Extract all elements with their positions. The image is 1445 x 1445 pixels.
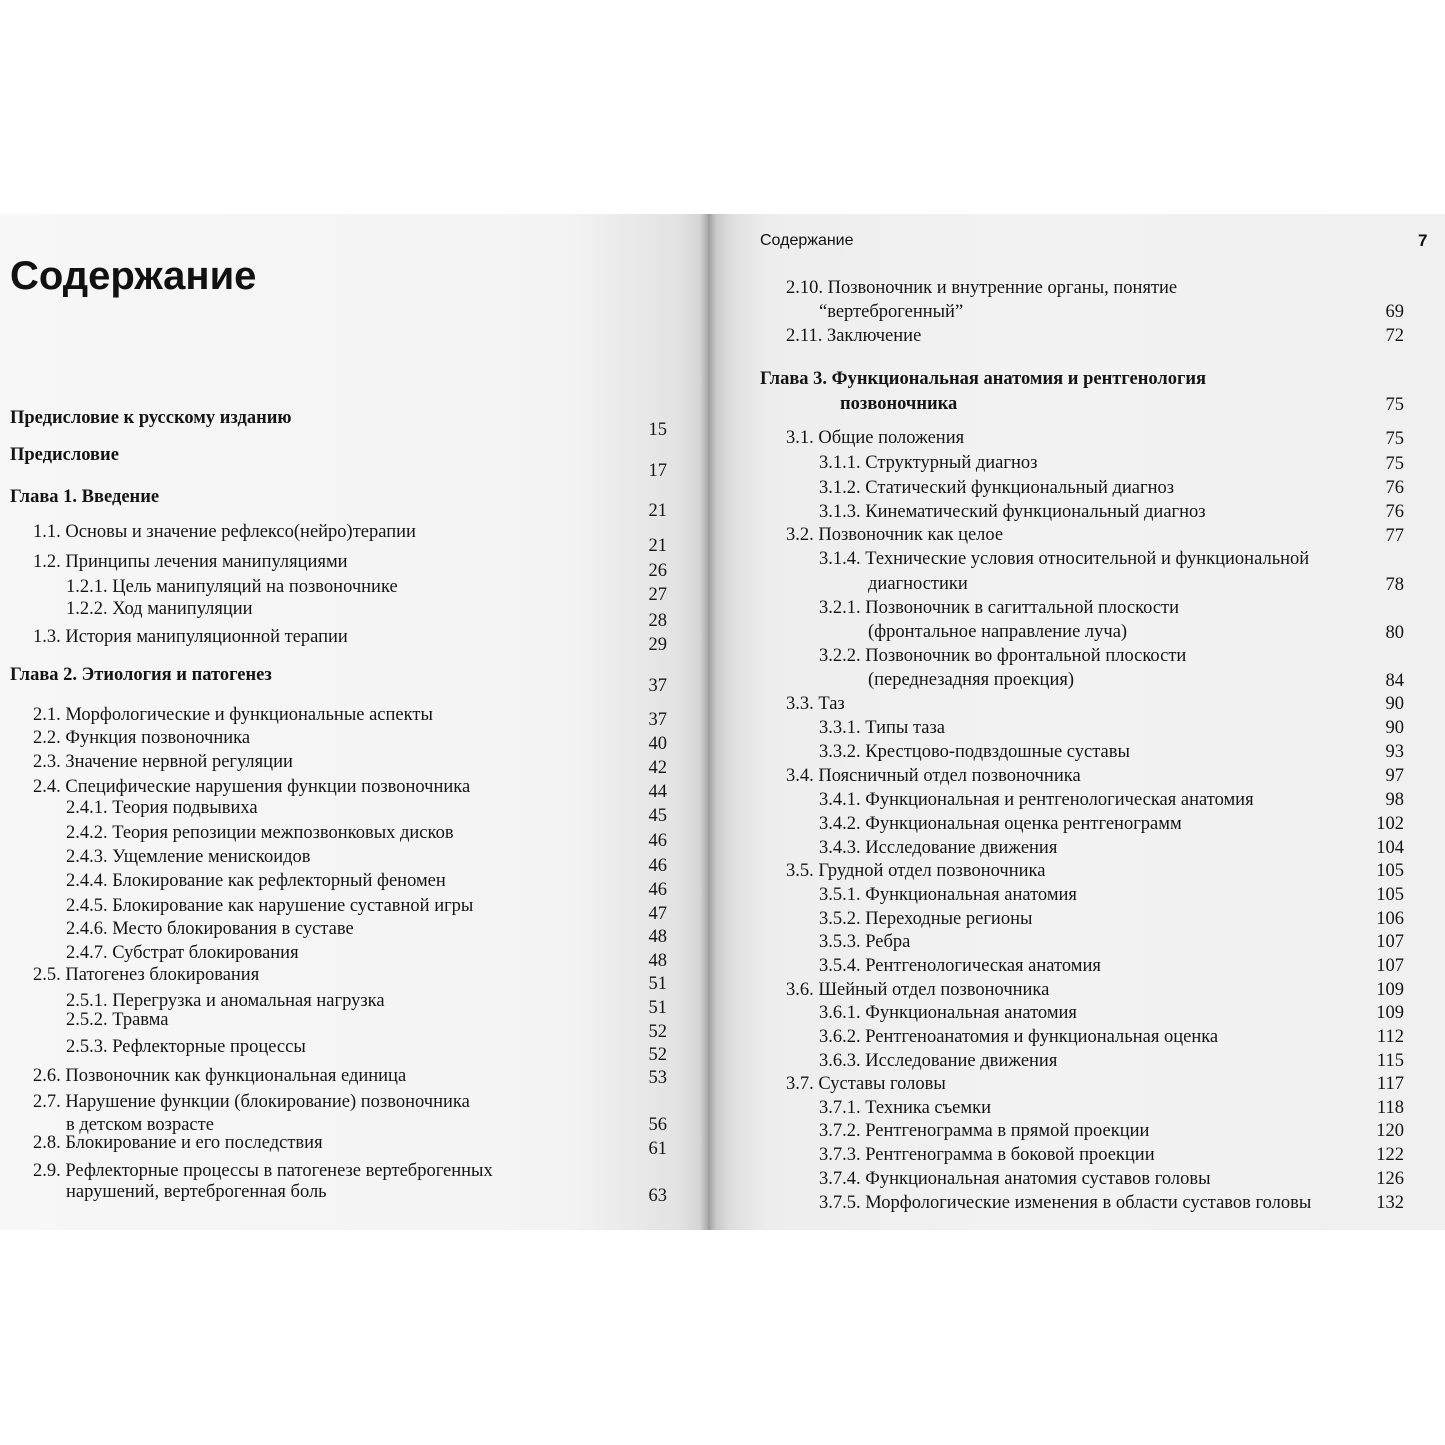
toc-entry-text: 2.4.3. Ущемление менискоидов [66, 847, 311, 867]
toc-entry-text: Предисловие к русскому изданию [10, 408, 292, 428]
toc-entry-text: 3.2.2. Позвоночник во фронтальной плоскости [819, 646, 1187, 666]
toc-entry-text: 1.2. Принципы лечения манипуляциями [33, 552, 348, 572]
toc-entry-page: 52 [648, 1022, 667, 1042]
toc-entry-page: 107 [1376, 932, 1404, 952]
toc-entry-text: 3.4.2. Функциональная оценка рентгенограмм [819, 814, 1182, 834]
toc-entry-page: 53 [648, 1068, 667, 1088]
toc-entry-text: 2.9. Рефлекторные процессы в патогенезе вертеброгенных [33, 1161, 493, 1181]
toc-entry-text-continued: “вертеброгенный” [819, 302, 964, 322]
toc-entry-page: 90 [1385, 718, 1404, 738]
toc-entry-page: 93 [1385, 742, 1404, 762]
toc-entry-page: 98 [1385, 790, 1404, 810]
toc-entry-text: 2.1. Морфологические и функциональные аспекты [33, 705, 433, 725]
toc-entry-text: 3.6.3. Исследование движения [819, 1051, 1058, 1071]
toc-entry-text: 2.3. Значение нервной регуляции [33, 752, 293, 772]
toc-entry-page: 132 [1376, 1193, 1404, 1213]
right-page [708, 214, 1445, 1230]
toc-entry-page: 37 [648, 710, 667, 730]
toc-entry-page: 63 [648, 1186, 667, 1206]
toc-entry-text: 1.3. История манипуляционной терапии [33, 627, 348, 647]
toc-entry-page: 112 [1376, 1027, 1404, 1047]
toc-entry-text: 2.4. Специфические нарушения функции позвоночника [33, 777, 471, 797]
toc-entry-text: Глава 3. Функциональная анатомия и рентгенология [760, 369, 1207, 389]
toc-entry-text: 3.6.2. Рентгеноанатомия и функциональная оценка [819, 1027, 1219, 1047]
toc-entry-text: 2.2. Функция позвоночника [33, 728, 251, 748]
toc-entry-text: 3.5.4. Рентгенологическая анатомия [819, 956, 1101, 976]
toc-entry-text: 2.4.1. Теория подвывиха [66, 798, 258, 818]
toc-entry-page: 117 [1376, 1074, 1404, 1094]
toc-entry-text: 3.3. Таз [786, 694, 845, 714]
toc-entry-page: 51 [648, 998, 667, 1018]
toc-entry-page: 17 [648, 461, 667, 481]
running-header: Содержание [760, 232, 854, 249]
toc-entry-text: 3.5.3. Ребра [819, 932, 911, 952]
toc-entry-page: 90 [1385, 694, 1404, 714]
toc-entry-page: 122 [1376, 1145, 1404, 1165]
toc-entry-text: 3.3.2. Крестцово-подвздошные суставы [819, 742, 1130, 762]
toc-entry-page: 21 [648, 501, 667, 521]
toc-entry-page: 51 [648, 974, 667, 994]
toc-entry-page: 118 [1376, 1098, 1404, 1118]
toc-entry-text: 2.4.5. Блокирование как нарушение суставной игры [66, 896, 474, 916]
page-title: Содержание [10, 254, 257, 298]
toc-entry-text: 3.4.3. Исследование движения [819, 838, 1058, 858]
toc-entry-page: 120 [1376, 1121, 1404, 1141]
toc-entry-page: 61 [648, 1139, 667, 1159]
toc-entry-text-continued: в детском возрасте [66, 1115, 214, 1135]
toc-entry-page: 107 [1376, 956, 1404, 976]
toc-entry-page: 80 [1385, 623, 1404, 643]
toc-entry-text: 3.4.1. Функциональная и рентгенологическая анатомия [819, 790, 1254, 810]
toc-entry-text: 3.1.4. Технические условия относительной и функциональной [819, 549, 1310, 569]
toc-entry-page: 40 [648, 734, 667, 754]
toc-entry-text: 2.5.3. Рефлекторные процессы [66, 1037, 306, 1057]
toc-entry-page: 97 [1385, 766, 1404, 786]
toc-entry-text: 3.6. Шейный отдел позвоночника [786, 980, 1050, 1000]
toc-entry-text: 3.7.3. Рентгенограмма в боковой проекции [819, 1145, 1155, 1165]
toc-entry-page: 47 [648, 904, 667, 924]
left-page [0, 214, 708, 1230]
toc-entry-page: 115 [1376, 1051, 1404, 1071]
toc-entry-text: 3.7.4. Функциональная анатомия суставов головы [819, 1169, 1211, 1189]
toc-entry-text: 2.5.2. Травма [66, 1010, 169, 1030]
toc-entry-page: 78 [1385, 575, 1404, 595]
toc-entry-page: 69 [1385, 302, 1404, 322]
toc-entry-text: 3.7.1. Техника съемки [819, 1098, 991, 1118]
page-number: 7 [1418, 231, 1428, 250]
toc-entry-page: 106 [1376, 909, 1404, 929]
toc-entry-page: 48 [648, 927, 667, 947]
toc-entry-text-continued: позвоночника [840, 394, 958, 414]
toc-entry-text: 1.1. Основы и значение рефлексо(нейро)терапии [33, 522, 416, 542]
toc-entry-text: 3.7.5. Морфологические изменения в области суставов головы [819, 1193, 1312, 1213]
toc-entry-page: 44 [648, 782, 667, 802]
toc-entry-text: 3.1. Общие положения [786, 428, 965, 448]
toc-entry-page: 46 [648, 831, 667, 851]
toc-entry-text: 2.11. Заключение [786, 326, 922, 346]
toc-entry-text: 3.5.1. Функциональная анатомия [819, 885, 1077, 905]
toc-entry-text: 3.5.2. Переходные регионы [819, 909, 1033, 929]
toc-entry-page: 76 [1385, 478, 1404, 498]
toc-entry-page: 21 [648, 536, 667, 556]
toc-entry-page: 52 [648, 1045, 667, 1065]
toc-entry-page: 105 [1376, 861, 1404, 881]
toc-entry-text: 2.4.6. Место блокирования в суставе [66, 919, 354, 939]
toc-entry-text: 2.4.7. Субстрат блокирования [66, 943, 299, 963]
toc-entry-page: 109 [1376, 980, 1404, 1000]
toc-entry-text: 3.1.3. Кинематический функциональный диагноз [819, 502, 1206, 522]
toc-entry-text: 2.7. Нарушение функции (блокирование) позвоночника [33, 1092, 470, 1112]
toc-entry-page: 77 [1385, 526, 1404, 546]
toc-entry-text: Глава 2. Этиология и патогенез [10, 665, 272, 685]
toc-entry-text: 2.4.4. Блокирование как рефлекторный феномен [66, 871, 446, 891]
toc-entry-page: 126 [1376, 1169, 1404, 1189]
toc-entry-page: 48 [648, 951, 667, 971]
toc-entry-text-continued: нарушений, вертеброгенная боль [66, 1182, 327, 1202]
toc-entry-text: 3.4. Поясничный отдел позвоночника [786, 766, 1081, 786]
toc-entry-page: 15 [648, 420, 667, 440]
toc-entry-page: 26 [648, 561, 667, 581]
toc-entry-text: 3.5. Грудной отдел позвоночника [786, 861, 1046, 881]
toc-entry-text: 2.8. Блокирование и его последствия [33, 1133, 323, 1153]
toc-entry-text: 3.3.1. Типы таза [819, 718, 945, 738]
toc-entry-page: 27 [648, 585, 667, 605]
toc-entry-page: 75 [1385, 395, 1404, 415]
toc-entry-page: 84 [1385, 671, 1404, 691]
book-gutter-shadow [700, 214, 716, 1230]
toc-entry-page: 105 [1376, 885, 1404, 905]
toc-entry-page: 75 [1385, 429, 1404, 449]
toc-entry-page: 46 [648, 880, 667, 900]
toc-entry-page: 104 [1376, 838, 1404, 858]
toc-entry-text-continued: (фронтальное направление луча) [868, 622, 1128, 642]
toc-entry-page: 37 [648, 676, 667, 696]
toc-entry-text: 1.2.1. Цель манипуляций на позвоночнике [66, 577, 398, 597]
toc-entry-text-continued: (переднезадняя проекция) [868, 670, 1075, 690]
toc-entry-text: 1.2.2. Ход манипуляции [66, 599, 253, 619]
toc-entry-text: 2.5.1. Перегрузка и аномальная нагрузка [66, 991, 385, 1011]
toc-entry-page: 72 [1385, 326, 1404, 346]
toc-entry-page: 45 [648, 806, 667, 826]
toc-entry-text: Предисловие [10, 445, 119, 465]
toc-entry-text: 2.10. Позвоночник и внутренние органы, понятие [786, 278, 1178, 298]
toc-entry-text: Глава 1. Введение [10, 487, 160, 507]
toc-entry-page: 109 [1376, 1003, 1404, 1023]
toc-entry-text: 3.2.1. Позвоночник в сагиттальной плоскости [819, 598, 1180, 618]
toc-entry-page: 28 [648, 611, 667, 631]
toc-entry-page: 75 [1385, 454, 1404, 474]
toc-entry-page: 56 [648, 1115, 667, 1135]
toc-entry-text: 2.5. Патогенез блокирования [33, 965, 260, 985]
toc-entry-text: 3.1.1. Структурный диагноз [819, 453, 1038, 473]
toc-entry-page: 76 [1385, 502, 1404, 522]
toc-entry-page: 102 [1376, 814, 1404, 834]
book-spread [0, 214, 1445, 1230]
toc-entry-text: 2.6. Позвоночник как функциональная единица [33, 1066, 407, 1086]
toc-entry-text: 3.2. Позвоночник как целое [786, 525, 1004, 545]
toc-entry-text: 3.7. Суставы головы [786, 1074, 946, 1094]
toc-entry-page: 42 [648, 758, 667, 778]
toc-entry-page: 46 [648, 856, 667, 876]
toc-entry-text: 2.4.2. Теория репозиции межпозвонковых дисков [66, 823, 454, 843]
toc-entry-text: 3.6.1. Функциональная анатомия [819, 1003, 1077, 1023]
toc-entry-text: 3.1.2. Статический функциональный диагноз [819, 478, 1175, 498]
toc-entry-text: 3.7.2. Рентгенограмма в прямой проекции [819, 1121, 1150, 1141]
toc-entry-page: 29 [648, 635, 667, 655]
toc-entry-text-continued: диагностики [868, 574, 968, 594]
